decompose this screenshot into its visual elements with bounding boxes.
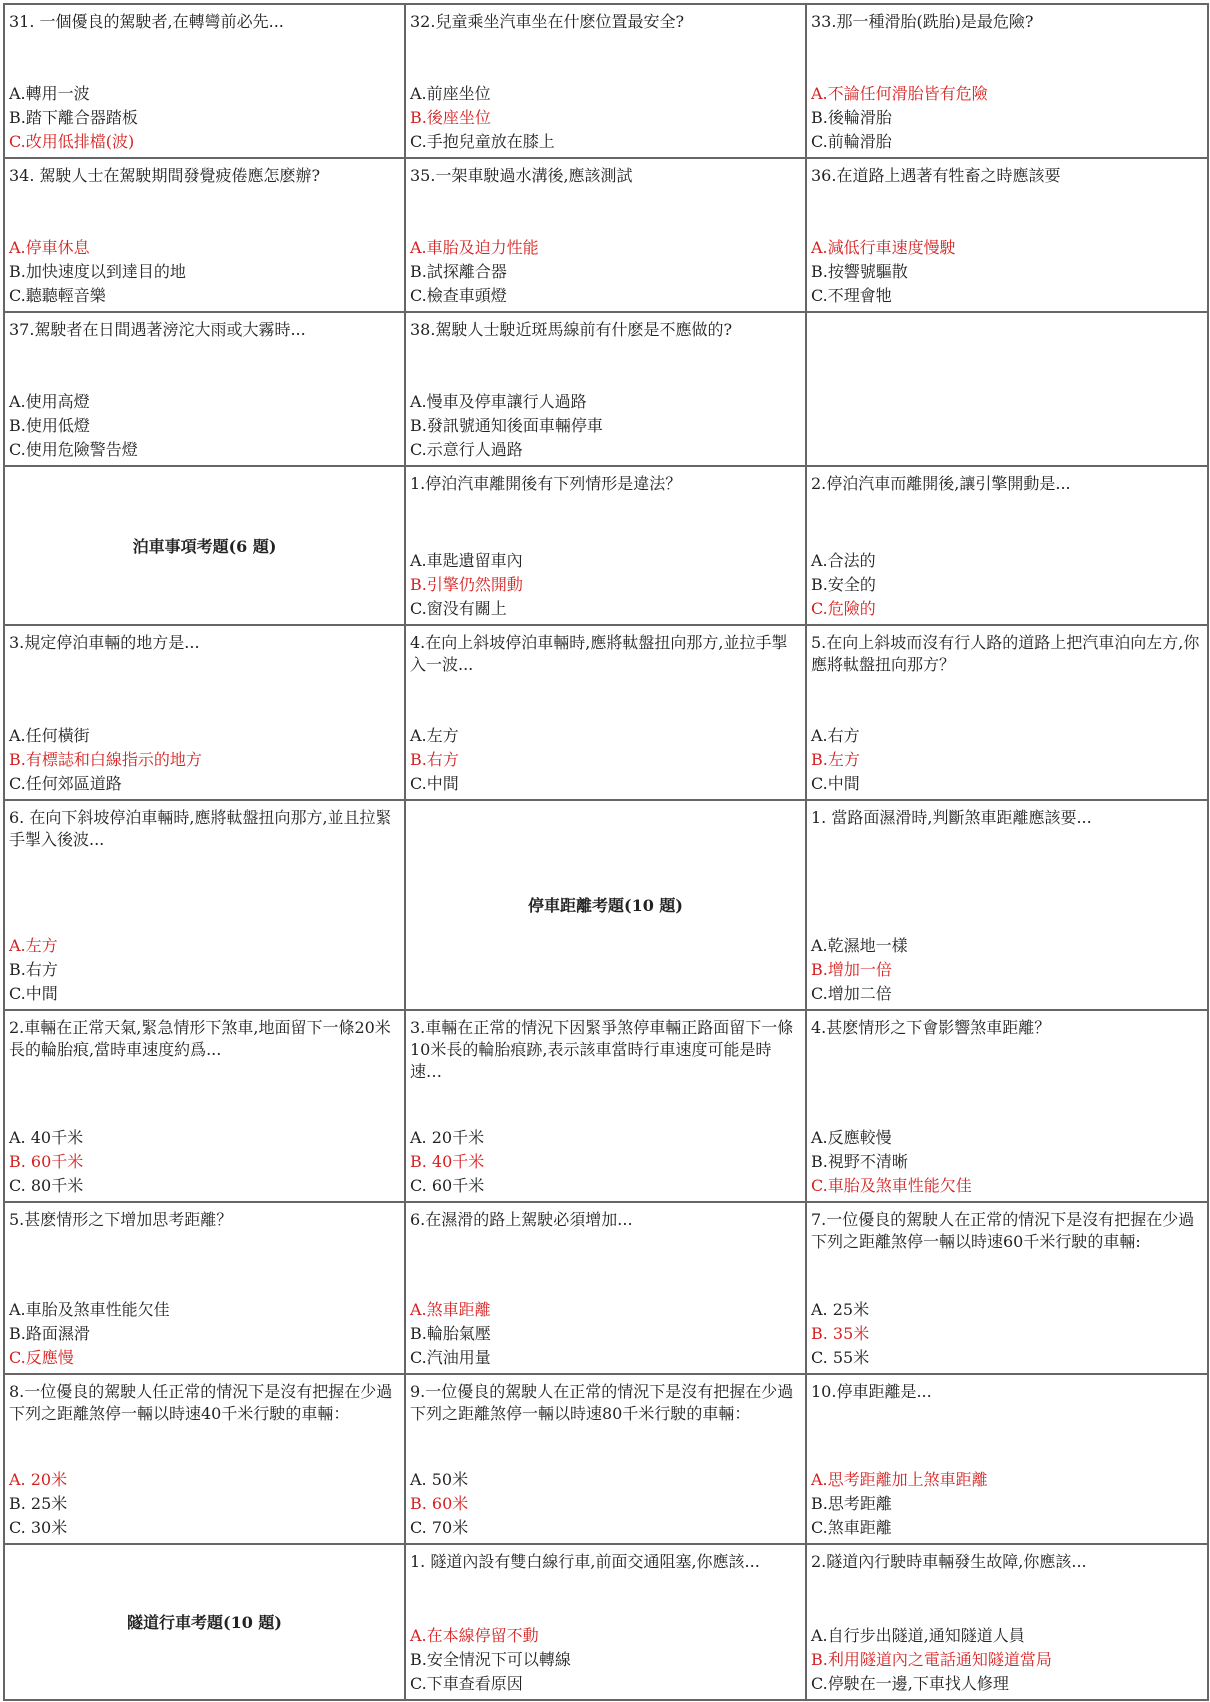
answer-option: B.右方 — [9, 960, 58, 979]
question-cell — [807, 626, 1209, 801]
answer-options — [811, 934, 1203, 1006]
correct-answer-option: B.右方 — [410, 750, 459, 769]
answer-option: B.發訊號通知後面車輛停車 — [410, 416, 603, 435]
correct-answer-option: C.車胎及煞車性能欠佳 — [811, 1176, 972, 1195]
answer-option: B.踏下離合器踏板 — [9, 108, 138, 127]
question-cell — [5, 5, 406, 159]
answer-option: B.視野不清晰 — [811, 1152, 908, 1171]
correct-answer-option: A.在本線停留不動 — [410, 1626, 539, 1645]
answer-options — [410, 390, 801, 462]
question-text: 4.在向上斜坡停泊車輛時,應將軚盤扭向那方,並拉手掣入一波... — [410, 633, 788, 674]
answer-option: C.中間 — [811, 774, 860, 793]
answer-option: C. 60千米 — [410, 1176, 485, 1195]
correct-answer-option: A.停車休息 — [9, 238, 90, 257]
answer-option: C. 55米 — [811, 1348, 870, 1367]
question-text: 6.在濕滑的路上駕駛必須增加... — [410, 1210, 633, 1229]
answer-option: B.試探離合器 — [410, 262, 507, 281]
answer-options — [9, 390, 400, 462]
question-text: 8.一位優良的駕駛人任正常的情況下是沒有把握在少過下列之距離煞停一輛以時速40千米行駛的車輛： — [9, 1382, 393, 1423]
question-text: 5.在向上斜坡而沒有行人路的道路上把汽車泊向左方,你應將軚盤扭向那方？ — [811, 633, 1200, 674]
answer-option: B.按響號驅散 — [811, 262, 908, 281]
answer-options — [410, 549, 801, 621]
question-text: 5.甚麽情形之下增加思考距離？ — [9, 1210, 233, 1229]
answer-option: C. 80千米 — [9, 1176, 84, 1195]
correct-answer-option: B. 35米 — [811, 1324, 870, 1343]
answer-option: C.窗没有關上 — [410, 599, 507, 618]
question-text: 7.一位優良的駕駛人在正常的情況下是沒有把握在少過下列之距離煞停一輛以時速60千米行駛的車輛: — [811, 1210, 1195, 1251]
question-text: 38.駕駛人士駛近斑馬線前有什麽是不應做的? — [410, 320, 733, 339]
answer-options — [410, 1624, 801, 1696]
answer-option: A. 40千米 — [9, 1128, 84, 1147]
correct-answer-option: B. 60千米 — [9, 1152, 84, 1171]
quiz-table — [3, 3, 1209, 1701]
question-cell — [406, 626, 807, 801]
question-cell — [5, 1375, 406, 1545]
answer-options — [410, 1126, 801, 1198]
question-text: 2.車輛在正常天氣,緊急情形下煞車,地面留下一條20米長的輪胎痕,當時車速度約爲... — [9, 1018, 391, 1059]
correct-answer-option: B.引擎仍然開動 — [410, 575, 523, 594]
answer-option: B.安全的 — [811, 575, 876, 594]
answer-option: A.前座坐位 — [410, 84, 491, 103]
answer-option: C.手抱兒童放在膝上 — [410, 132, 555, 151]
question-text: 9.一位優良的駕駛人在正常的情況下是沒有把握在少過下列之距離煞停一輛以時速80千米行駛的車輛： — [410, 1382, 794, 1423]
question-cell — [807, 1545, 1209, 1701]
question-cell — [406, 467, 807, 626]
correct-answer-option: A.煞車距離 — [410, 1300, 491, 1319]
answer-option: A.自行步出隧道,通知隧道人員 — [811, 1626, 1025, 1645]
question-text: 6. 在向下斜坡停泊車輛時,應將軚盤扭向那方,並且拉緊手掣入後波... — [9, 808, 392, 849]
answer-options — [410, 1468, 801, 1540]
answer-options — [9, 82, 400, 154]
answer-options — [410, 724, 801, 796]
correct-answer-option: C.危險的 — [811, 599, 876, 618]
answer-option: A.右方 — [811, 726, 860, 745]
question-cell — [406, 1011, 807, 1203]
question-text: 35.一架車駛過水溝後,應該測試 — [410, 166, 633, 185]
correct-answer-option: B.有標誌和白線指示的地方 — [9, 750, 202, 769]
answer-options — [9, 934, 400, 1006]
empty-cell — [807, 313, 1209, 467]
question-cell — [807, 159, 1209, 313]
answer-option: B.輪胎氣壓 — [410, 1324, 491, 1343]
correct-answer-option: C.改用低排檔(波) — [9, 132, 135, 151]
question-text: 2.停泊汽車而離開後,讓引擎開動是... — [811, 474, 1071, 493]
answer-option: C.前輪滑胎 — [811, 132, 892, 151]
answer-option: A. 20千米 — [410, 1128, 485, 1147]
correct-answer-option: B. 60米 — [410, 1494, 469, 1513]
answer-option: A.慢車及停車讓行人過路 — [410, 392, 587, 411]
question-text: 33.那一種滑胎(跣胎)是最危險? — [811, 12, 1034, 31]
answer-option: A.左方 — [410, 726, 459, 745]
answer-option: B.安全情況下可以轉線 — [410, 1650, 571, 1669]
answer-options — [410, 1298, 801, 1370]
answer-options — [9, 1468, 400, 1540]
question-cell — [406, 1545, 807, 1701]
question-cell — [5, 626, 406, 801]
question-text: 36.在道路上遇著有牲畜之時應該要 — [811, 166, 1061, 185]
correct-answer-option: A.思考距離加上煞車距離 — [811, 1470, 988, 1489]
answer-option: A.任何橫街 — [9, 726, 90, 745]
answer-option: A.車匙遺留車內 — [410, 551, 523, 570]
question-cell — [5, 1011, 406, 1203]
answer-options — [9, 1298, 400, 1370]
question-text: 37.駕駛者在日間遇著滂沱大雨或大霧時... — [9, 320, 306, 339]
question-cell — [406, 5, 807, 159]
answer-option: B.路面濕滑 — [9, 1324, 90, 1343]
answer-option: C.下車查看原因 — [410, 1674, 523, 1693]
correct-answer-option: C.反應慢 — [9, 1348, 74, 1367]
answer-option: A.反應較慢 — [811, 1128, 892, 1147]
question-text: 32.兒童乘坐汽車坐在什麽位置最安全? — [410, 12, 685, 31]
answer-option: C.使用危險警告燈 — [9, 440, 138, 459]
section-heading: 隧道行車考題(10 題) — [5, 1545, 406, 1701]
question-text: 10.停車距離是... — [811, 1382, 932, 1401]
question-cell — [807, 5, 1209, 159]
answer-options — [811, 1298, 1203, 1370]
question-cell — [5, 159, 406, 313]
answer-options — [811, 82, 1203, 154]
answer-option: A. 25米 — [811, 1300, 870, 1319]
answer-option: C.停駛在一邊,下車找人修理 — [811, 1674, 1009, 1693]
answer-options — [811, 236, 1203, 308]
answer-option: B. 25米 — [9, 1494, 68, 1513]
answer-option: C. 70米 — [410, 1518, 469, 1537]
answer-option: C.中間 — [9, 984, 58, 1003]
answer-option: C.中間 — [410, 774, 459, 793]
question-text: 3.車輛在正常的情況下因緊爭煞停車輛正路面留下一條10米長的輪胎痕跡,表示該車當時行車速度可能是時速… — [410, 1018, 794, 1081]
answer-option: C.汽油用量 — [410, 1348, 491, 1367]
answer-option: A.乾濕地一樣 — [811, 936, 908, 955]
answer-option: B.思考距離 — [811, 1494, 892, 1513]
answer-options — [811, 549, 1203, 621]
answer-options — [9, 724, 400, 796]
correct-answer-option: B.利用隧道內之電話通知隧道當局 — [811, 1650, 1052, 1669]
answer-options — [9, 1126, 400, 1198]
correct-answer-option: B.增加一倍 — [811, 960, 892, 979]
answer-options — [811, 1468, 1203, 1540]
question-text: 1. 當路面濕滑時,判斷煞車距離應該要... — [811, 808, 1092, 827]
question-cell — [406, 313, 807, 467]
answer-option: B.後輪滑胎 — [811, 108, 892, 127]
question-cell — [5, 1203, 406, 1375]
question-text: 1.停泊汽車離開後有下列情形是違法？ — [410, 474, 682, 493]
answer-options — [811, 1126, 1203, 1198]
question-text: 4.甚麽情形之下會影響煞車距離？ — [811, 1018, 1051, 1037]
question-cell — [406, 1203, 807, 1375]
answer-option: A. 50米 — [410, 1470, 469, 1489]
answer-option: A.轉用一波 — [9, 84, 90, 103]
question-cell — [406, 1375, 807, 1545]
correct-answer-option: B.左方 — [811, 750, 860, 769]
question-text: 34. 駕駛人士在駕駛期間發覺疲倦應怎麽辦? — [9, 166, 321, 185]
answer-option: B.加快速度以到達目的地 — [9, 262, 186, 281]
section-heading: 停車距離考題(10 題) — [406, 801, 807, 1011]
answer-option: C. 30米 — [9, 1518, 68, 1537]
question-cell — [5, 801, 406, 1011]
question-cell — [807, 801, 1209, 1011]
answer-option: C.檢查車頭燈 — [410, 286, 507, 305]
answer-option: C.任何郊區道路 — [9, 774, 122, 793]
question-cell — [5, 313, 406, 467]
correct-answer-option: A.不論任何滑胎皆有危險 — [811, 84, 988, 103]
answer-option: C.聽聽輕音樂 — [9, 286, 106, 305]
answer-option: A.使用高燈 — [9, 392, 90, 411]
correct-answer-option: B. 40千米 — [410, 1152, 485, 1171]
question-cell — [807, 1375, 1209, 1545]
correct-answer-option: A.減低行車速度慢駛 — [811, 238, 956, 257]
answer-options — [811, 1624, 1203, 1696]
question-cell — [406, 159, 807, 313]
correct-answer-option: A.車胎及迫力性能 — [410, 238, 539, 257]
question-text: 31. 一個優良的駕駛者,在轉彎前必先... — [9, 12, 284, 31]
correct-answer-option: B.後座坐位 — [410, 108, 491, 127]
correct-answer-option: A.左方 — [9, 936, 58, 955]
answer-option: C.煞車距離 — [811, 1518, 892, 1537]
answer-option: C.增加二倍 — [811, 984, 892, 1003]
answer-option: C.不理會牠 — [811, 286, 892, 305]
answer-options — [410, 236, 801, 308]
answer-option: C.示意行人過路 — [410, 440, 523, 459]
answer-options — [9, 236, 400, 308]
correct-answer-option: A. 20米 — [9, 1470, 68, 1489]
question-cell — [807, 1203, 1209, 1375]
answer-option: B.使用低燈 — [9, 416, 90, 435]
question-text: 2.隧道內行駛時車輛發生故障,你應該... — [811, 1552, 1087, 1571]
question-text: 3.規定停泊車輛的地方是... — [9, 633, 200, 652]
answer-option: A.合法的 — [811, 551, 876, 570]
section-heading: 泊車事項考題(6 題) — [5, 467, 406, 626]
question-cell — [807, 1011, 1209, 1203]
question-cell — [807, 467, 1209, 626]
question-text: 1. 隧道內設有雙白線行車,前面交通阻塞,你應該... — [410, 1552, 760, 1571]
answer-option: A.車胎及煞車性能欠佳 — [9, 1300, 170, 1319]
answer-options — [410, 82, 801, 154]
answer-options — [811, 724, 1203, 796]
